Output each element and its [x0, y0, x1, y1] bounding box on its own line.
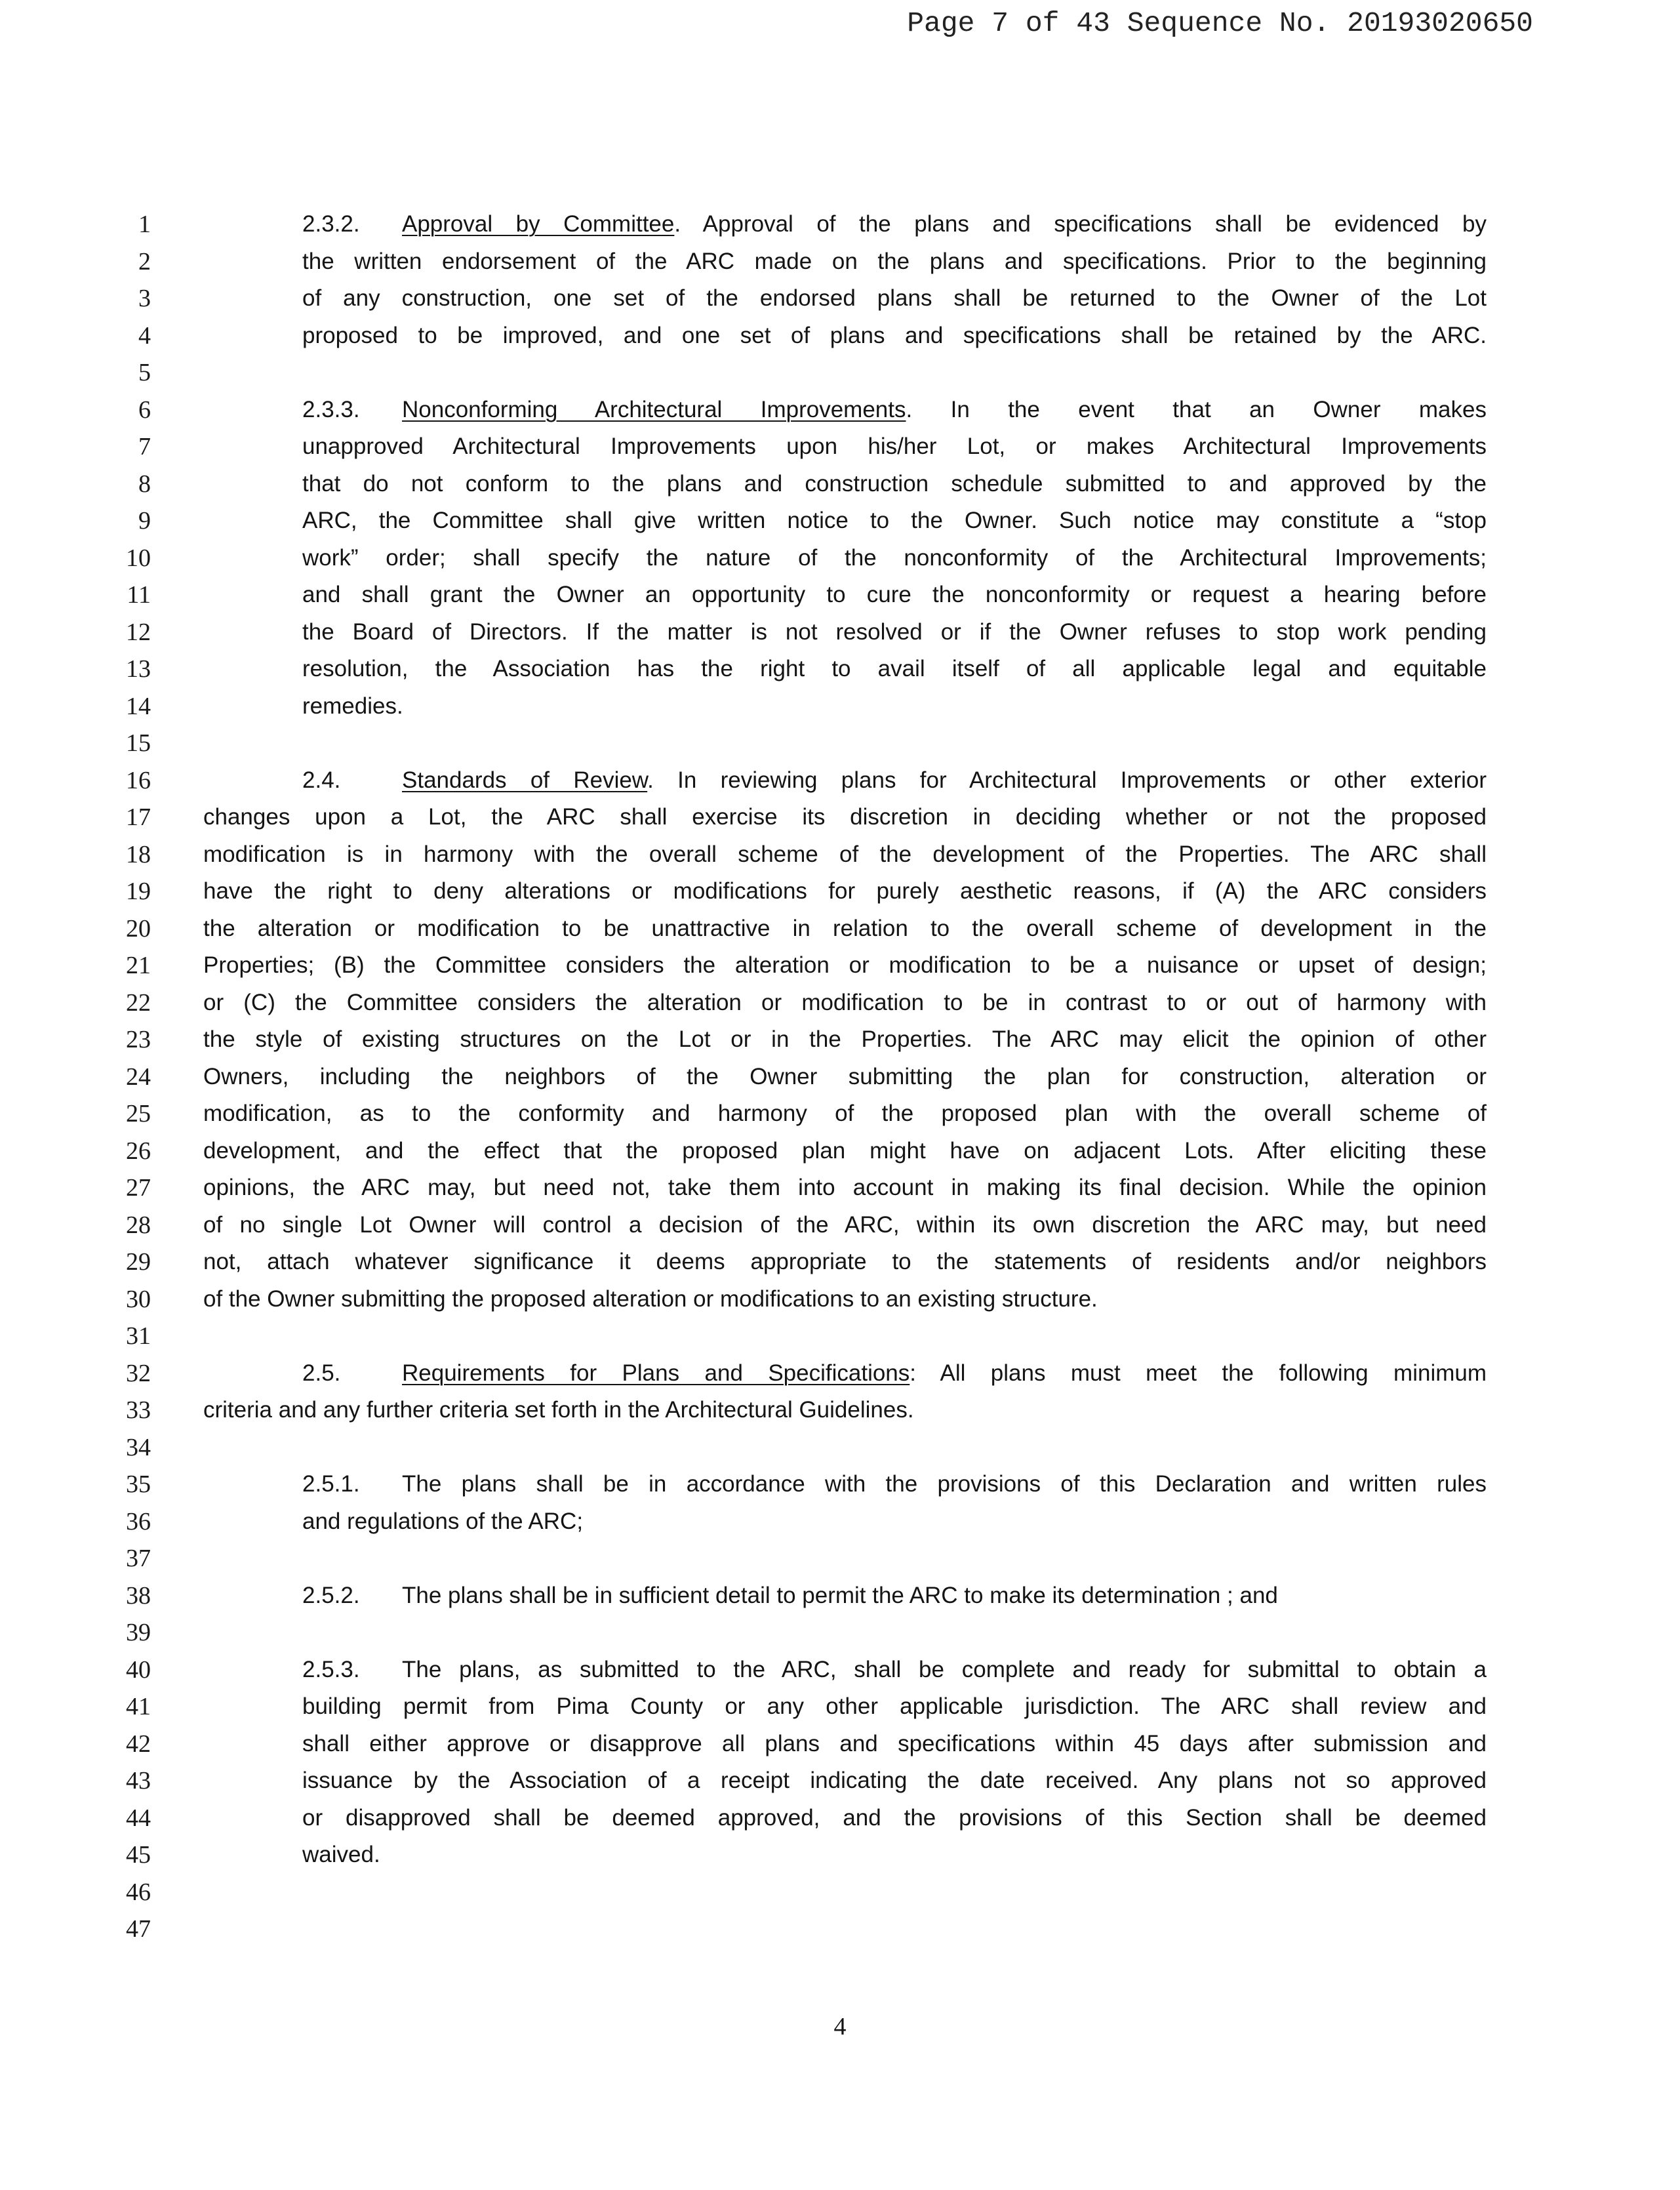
document-line [0, 502, 1680, 540]
line-number: 43 [126, 1767, 151, 1795]
line-number: 13 [126, 655, 151, 683]
paragraph-text: work” order; shall specify the nature of the nonconformity of the Architectural Improvements; [302, 544, 1487, 571]
line-number: 41 [126, 1693, 151, 1720]
line-text [302, 1688, 1487, 1726]
line-content [203, 1021, 1487, 1059]
line-content [302, 1800, 1487, 1837]
section-heading: Approval by Committee [402, 211, 675, 237]
paragraph-text: The plans shall be in accordance with the provisions of this Declaration and written rules [402, 1471, 1487, 1497]
document-line [0, 762, 1680, 800]
line-content [203, 1392, 1487, 1429]
line-text [302, 651, 1487, 688]
section-heading: Nonconforming Architectural Improvements [402, 396, 906, 422]
line-text [302, 243, 1487, 281]
line-text [402, 1466, 1487, 1503]
line-content [203, 1281, 1487, 1318]
line-content [203, 1059, 1487, 1096]
line-number: 29 [126, 1248, 151, 1276]
line-text [302, 502, 1487, 540]
document-line [0, 1688, 1680, 1726]
paragraph-text: modification, as to the conformity and harmony of the proposed plan with the overall scheme of [203, 1101, 1487, 1126]
line-number: 33 [126, 1396, 151, 1424]
line-number: 34 [126, 1433, 151, 1461]
document-line [0, 206, 1680, 243]
document-line [0, 1318, 1680, 1355]
line-content [203, 836, 1487, 874]
document-line [0, 540, 1680, 577]
section-number: 2.5. [302, 1360, 341, 1386]
paragraph-text: remedies. [302, 693, 403, 719]
line-number: 18 [126, 840, 151, 868]
document-line [0, 873, 1680, 910]
document-line [0, 466, 1680, 503]
line-content [203, 873, 1487, 910]
line-text [203, 910, 1487, 948]
line-text [203, 799, 1487, 836]
line-number: 2 [138, 247, 151, 275]
line-text [302, 1800, 1487, 1837]
line-number: 20 [126, 914, 151, 943]
line-text [302, 466, 1487, 503]
line-text [302, 1836, 1487, 1874]
section-heading: Standards of Review [402, 767, 648, 793]
line-text [302, 1762, 1487, 1800]
line-text [302, 1503, 1487, 1541]
paragraph-text: the written endorsement of the ARC made on the plans and specifications. Prior to the beginning [302, 248, 1487, 274]
document-line [0, 688, 1680, 725]
line-text [203, 984, 1487, 1022]
line-text [302, 1726, 1487, 1763]
document-line [0, 1836, 1680, 1874]
paragraph-text: shall either approve or disapprove all plans and specifications within 45 days after submission and [302, 1730, 1487, 1756]
document-line [0, 317, 1680, 355]
line-number: 27 [126, 1174, 151, 1202]
paragraph-text: resolution, the Association has the right to avail itself of all applicable legal and equitable [302, 656, 1487, 681]
line-content [302, 428, 1487, 466]
document-line [0, 1577, 1680, 1615]
line-number: 21 [126, 952, 151, 979]
paragraph-text: have the right to deny alterations or modifications for purely aesthetic reasons, if (A) the ARC considers [203, 878, 1487, 904]
line-number: 19 [126, 878, 151, 905]
line-text [203, 1021, 1487, 1059]
line-text [203, 836, 1487, 874]
line-number: 8 [138, 470, 151, 498]
line-content [302, 466, 1487, 503]
paragraph-text: : All plans must meet the following minimum [910, 1360, 1487, 1386]
paragraph-text: or disapproved shall be deemed approved, and the provisions of this Section shall be deemed [302, 1804, 1487, 1831]
paragraph-text: not, attach whatever significance it deems appropriate to the statements of residents and/or neighbors [203, 1249, 1487, 1274]
document-line [0, 1133, 1680, 1170]
line-text [402, 206, 1487, 243]
line-number: 1 [138, 211, 151, 238]
document-line [0, 280, 1680, 317]
line-content [302, 1762, 1487, 1800]
line-text [203, 1133, 1487, 1170]
paragraph-text: the style of existing structures on the Lot or in the Properties. The ARC may elicit the opinion of other [203, 1026, 1487, 1052]
paragraph-text: . Approval of the plans and specifications shall be evidenced by [674, 211, 1487, 237]
page-number: 4 [833, 2013, 847, 2040]
paragraph-text: the Board of Directors. If the matter is not resolved or if the Owner refuses to stop work pending [302, 618, 1487, 645]
line-text [203, 1095, 1487, 1133]
paragraph-text: Owners, including the neighbors of the Owner submitting the plan for construction, alteration or [203, 1063, 1487, 1089]
line-number: 40 [126, 1655, 151, 1684]
line-text [203, 1169, 1487, 1207]
document-line [0, 799, 1680, 836]
line-content [302, 688, 1487, 725]
paragraph-text: . In reviewing plans for Architectural Improvements or other exterior [647, 767, 1487, 793]
document-line [0, 1614, 1680, 1652]
document-line [0, 1726, 1680, 1763]
document-line [0, 1244, 1680, 1281]
line-number: 24 [126, 1063, 151, 1091]
line-content [302, 1836, 1487, 1874]
paragraph-text: The plans, as submitted to the ARC, shall be complete and ready for submittal to obtain a [402, 1656, 1487, 1682]
line-text [302, 428, 1487, 466]
document-line [0, 354, 1680, 392]
line-number: 26 [126, 1137, 151, 1165]
line-content [203, 1207, 1487, 1244]
document-line [0, 1874, 1680, 1911]
line-number: 31 [126, 1322, 151, 1350]
line-number: 11 [127, 581, 151, 609]
document-line [0, 428, 1680, 466]
paragraph-text: or (C) the Committee considers the alteration or modification to be in contrast to or out of harmony with [203, 989, 1487, 1015]
document-line [0, 947, 1680, 984]
line-text [302, 688, 1487, 725]
line-content [302, 651, 1487, 688]
section-number: 2.3.3. [302, 396, 360, 422]
line-content [302, 502, 1487, 540]
line-number: 15 [126, 729, 151, 757]
line-content [302, 280, 1487, 317]
paragraph-text: of the Owner submitting the proposed alteration or modifications to an existing structure. [203, 1286, 1098, 1312]
line-number: 37 [126, 1545, 151, 1572]
document-line [0, 1540, 1680, 1577]
line-content [302, 1577, 1487, 1615]
line-content [203, 1133, 1487, 1170]
line-number: 44 [126, 1804, 151, 1832]
line-number: 17 [126, 803, 151, 831]
document-line [0, 577, 1680, 614]
line-text [203, 1244, 1487, 1281]
line-text [302, 280, 1487, 317]
paragraph-text: unapproved Architectural Improvements upon his/her Lot, or makes Architectural Improvements [302, 434, 1487, 459]
line-number: 38 [126, 1581, 151, 1610]
line-number: 4 [138, 321, 151, 350]
paragraph-text: modification is in harmony with the overall scheme of the development of the Properties. The ARC shall [203, 841, 1487, 867]
line-number: 47 [126, 1915, 151, 1943]
line-number: 32 [126, 1359, 151, 1387]
document-line [0, 984, 1680, 1022]
line-text [203, 1392, 1487, 1429]
line-text [302, 317, 1487, 355]
document-line [0, 614, 1680, 651]
section-number: 2.5.3. [302, 1656, 360, 1682]
paragraph-text: development, and the effect that the proposed plan might have on adjacent Lots. After eliciting these [203, 1137, 1487, 1164]
line-number: 3 [138, 285, 151, 312]
line-content [302, 317, 1487, 355]
line-number: 9 [138, 507, 151, 535]
line-text [402, 1652, 1487, 1689]
document-line [0, 1392, 1680, 1429]
paragraph-text: ARC, the Committee shall give written notice to the Owner. Such notice may constitute a “stop [302, 508, 1487, 533]
line-number: 30 [126, 1285, 151, 1313]
document-line [0, 836, 1680, 874]
line-number: 16 [126, 766, 151, 794]
line-text [203, 1059, 1487, 1096]
paragraph-text: Properties; (B) the Committee considers the alteration or modification to be a nuisance or upset of design; [203, 952, 1487, 978]
paragraph-text: and shall grant the Owner an opportunity to cure the nonconformity or request a hearing before [302, 582, 1487, 607]
line-number: 7 [138, 433, 151, 460]
line-content [302, 1726, 1487, 1763]
line-number: 42 [126, 1730, 151, 1758]
document-line [0, 1021, 1680, 1059]
line-text [402, 1577, 1487, 1615]
line-content [203, 799, 1487, 836]
line-text [203, 1207, 1487, 1244]
line-content [203, 947, 1487, 984]
document-line [0, 651, 1680, 688]
paragraph-text: that do not conform to the plans and construction schedule submitted to and approved by the [302, 470, 1487, 497]
line-number: 36 [126, 1507, 151, 1535]
document-line [0, 910, 1680, 948]
paragraph-text: building permit from Pima County or any other applicable jurisdiction. The ARC shall review and [302, 1693, 1487, 1719]
line-text [203, 1281, 1487, 1318]
line-text [402, 392, 1487, 429]
line-content [302, 1688, 1487, 1726]
line-content [302, 1652, 1487, 1689]
paragraph-text: proposed to be improved, and one set of plans and specifications shall be retained by the ARC. [302, 322, 1487, 348]
line-content [203, 1169, 1487, 1207]
paragraph-text: and regulations of the ARC; [302, 1508, 584, 1534]
line-number: 10 [126, 544, 151, 572]
paragraph-text: the alteration or modification to be unattractive in relation to the overall scheme of development in the [203, 915, 1487, 941]
line-content [203, 1095, 1487, 1133]
document-line [0, 243, 1680, 281]
line-number: 6 [138, 395, 151, 424]
line-content [302, 577, 1487, 614]
document-line [0, 392, 1680, 429]
line-content [302, 1466, 1487, 1503]
section-number: 2.5.2. [302, 1582, 360, 1608]
line-content [302, 1503, 1487, 1541]
document-line [0, 1800, 1680, 1837]
document-line [0, 1207, 1680, 1244]
document-line [0, 1169, 1680, 1207]
line-content [302, 392, 1487, 429]
document-line [0, 1059, 1680, 1096]
line-number: 45 [126, 1841, 151, 1869]
document-line [0, 1652, 1680, 1689]
page-header: Page 7 of 43 Sequence No. 20193020650 [907, 7, 1533, 39]
line-number: 25 [126, 1100, 151, 1127]
document-line [0, 1429, 1680, 1467]
paragraph-text: waived. [302, 1842, 380, 1867]
line-number: 28 [126, 1211, 151, 1239]
line-number: 5 [138, 359, 151, 386]
paragraph-text: criteria and any further criteria set forth in the Architectural Guidelines. [203, 1397, 914, 1423]
line-number: 39 [126, 1619, 151, 1646]
document-line [0, 1281, 1680, 1318]
line-number: 35 [126, 1470, 151, 1498]
line-number: 23 [126, 1026, 151, 1053]
line-content [302, 614, 1487, 651]
document-line [0, 1466, 1680, 1503]
line-text [302, 577, 1487, 614]
document-line [0, 725, 1680, 762]
line-content [302, 243, 1487, 281]
paragraph-text: opinions, the ARC may, but need not, take them into account in making its final decision. While the opinion [203, 1175, 1487, 1200]
document-line [0, 1762, 1680, 1800]
paragraph-text: changes upon a Lot, the ARC shall exercise its discretion in deciding whether or not the proposed [203, 804, 1487, 830]
paragraph-text: of no single Lot Owner will control a decision of the ARC, within its own discretion the ARC may, but need [203, 1211, 1487, 1238]
line-text [402, 1355, 1487, 1392]
paragraph-text: of any construction, one set of the endorsed plans shall be returned to the Owner of the Lot [302, 285, 1487, 311]
line-text [203, 947, 1487, 984]
line-content [302, 1355, 1487, 1392]
section-number: 2.3.2. [302, 211, 360, 237]
paragraph-text: issuance by the Association of a receipt indicating the date received. Any plans not so approved [302, 1768, 1487, 1793]
line-text [203, 873, 1487, 910]
paragraph-text: . In the event that an Owner makes [906, 396, 1487, 422]
line-content [203, 910, 1487, 948]
line-content [302, 540, 1487, 577]
document-line [0, 1095, 1680, 1133]
line-content [302, 762, 1487, 800]
line-number: 12 [126, 618, 151, 646]
line-content [203, 984, 1487, 1022]
line-number: 14 [126, 692, 151, 720]
line-text [302, 540, 1487, 577]
section-number: 2.5.1. [302, 1471, 360, 1497]
document-line [0, 1503, 1680, 1541]
line-number: 46 [126, 1878, 151, 1906]
line-text [402, 762, 1487, 800]
line-text [302, 614, 1487, 651]
document-line [0, 1355, 1680, 1392]
line-content [302, 206, 1487, 243]
line-content [203, 1244, 1487, 1281]
document-line [0, 1911, 1680, 1948]
section-number: 2.4. [302, 767, 341, 793]
section-heading: Requirements for Plans and Specifications [402, 1360, 910, 1386]
paragraph-text: The plans shall be in sufficient detail to permit the ARC to make its determination ; and [402, 1582, 1278, 1608]
line-number: 22 [126, 988, 151, 1017]
